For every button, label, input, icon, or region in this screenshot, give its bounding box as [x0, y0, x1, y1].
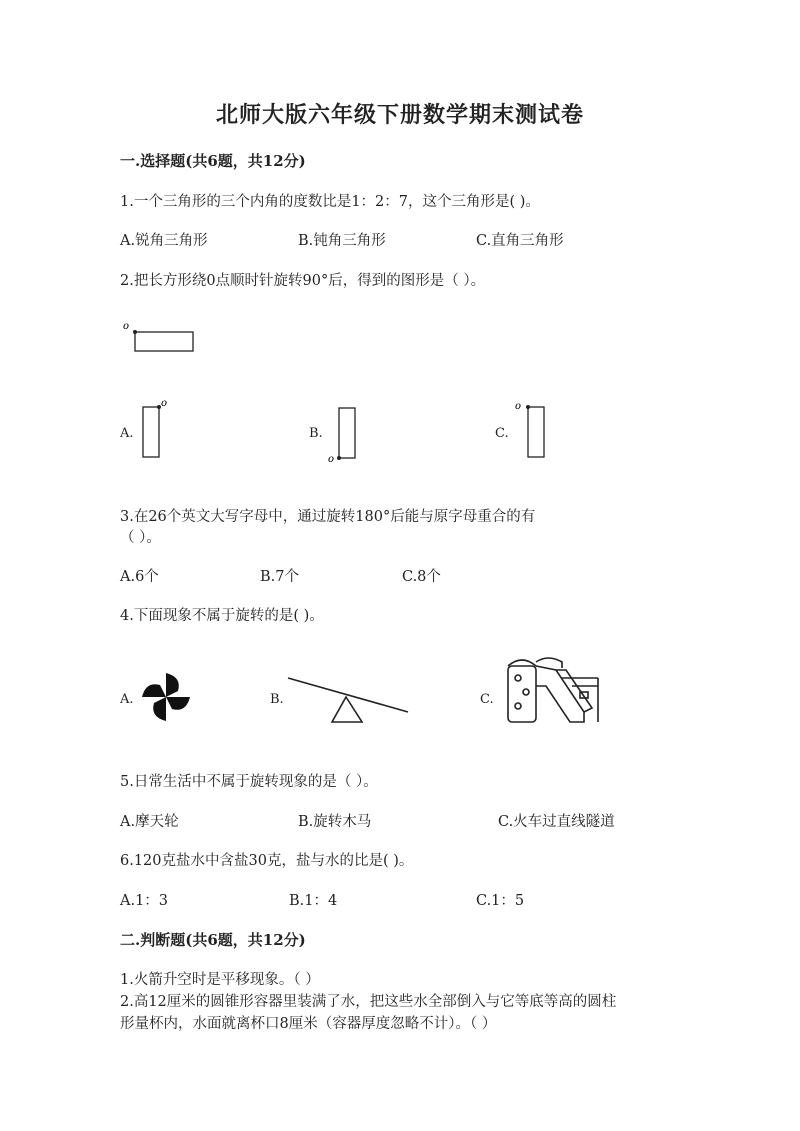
q2-option-c-figure — [512, 398, 552, 462]
q4-option-b[interactable]: B. — [270, 692, 284, 707]
q2-pivot-label: o — [123, 321, 130, 332]
q2-a-pivot-label: o — [161, 398, 168, 409]
q3-option-c[interactable]: C.8个 — [402, 569, 441, 585]
page-title: 北师大版六年级下册数学期末测试卷 — [215, 102, 584, 128]
q3-option-a[interactable]: A.6个 — [120, 569, 159, 585]
q1-option-a[interactable]: A.锐角三角形 — [120, 233, 208, 249]
q3-option-b[interactable]: B.7个 — [260, 569, 299, 585]
section-heading-choice: 一.选择题(共6题，共12分) — [120, 152, 306, 170]
q5-option-a[interactable]: A.摩天轮 — [120, 814, 179, 830]
q5-option-b[interactable]: B.旋转木马 — [298, 814, 372, 830]
question-3-line-1: 3.在26个英文大写字母中，通过旋转180°后能与原字母重合的有 — [120, 509, 536, 525]
question-1: 1.一个三角形的三个内角的度数比是1：2：7，这个三角形是( )。 — [120, 194, 540, 210]
question-5: 5.日常生活中不属于旋转现象的是（ ）。 — [120, 774, 378, 790]
q2-option-b[interactable]: B. — [309, 426, 323, 441]
q2-option-b-figure — [325, 402, 365, 464]
q6-option-b[interactable]: B.1：4 — [289, 893, 338, 909]
section-heading-judgement: 二.判断题(共6题，共12分) — [120, 931, 306, 949]
seesaw-icon — [286, 672, 416, 728]
q1-option-b[interactable]: B.钝角三角形 — [298, 233, 386, 249]
question-6: 6.120克盐水中含盐30克，盐与水的比是( )。 — [120, 853, 414, 869]
q6-option-a[interactable]: A.1：3 — [120, 893, 169, 909]
q2-original-rectangle-figure — [120, 318, 200, 358]
judgement-question-2-line-2: 形量杯内，水面就离杯口8厘米（容器厚度忽略不计）。（ ） — [120, 1016, 497, 1032]
question-4: 4.下面现象不属于旋转的是( )。 — [120, 608, 324, 624]
question-2: 2.把长方形绕0点顺时针旋转90°后，得到的图形是（ ）。 — [120, 273, 486, 289]
judgement-question-2-line-1: 2.高12厘米的圆锥形容器里装满了水，把这些水全部倒入与它等底等高的圆柱 — [120, 994, 617, 1010]
q4-option-c[interactable]: C. — [480, 692, 494, 707]
q2-c-pivot-label: o — [515, 401, 522, 412]
judgement-question-1: 1.火箭升空时是平移现象。（ ） — [120, 972, 320, 988]
pinwheel-icon — [138, 669, 198, 727]
q5-option-c[interactable]: C.火车过直线隧道 — [498, 814, 615, 830]
question-3-line-2: （ ）。 — [120, 530, 161, 546]
q6-option-c[interactable]: C.1：5 — [476, 893, 525, 909]
q2-option-a[interactable]: A. — [120, 426, 134, 441]
q2-option-c[interactable]: C. — [495, 426, 509, 441]
q1-option-c[interactable]: C.直角三角形 — [476, 233, 564, 249]
q2-option-a-figure — [138, 398, 174, 462]
slide-icon — [500, 652, 608, 728]
q2-b-pivot-label: o — [328, 454, 335, 465]
q4-option-a[interactable]: A. — [120, 692, 134, 707]
